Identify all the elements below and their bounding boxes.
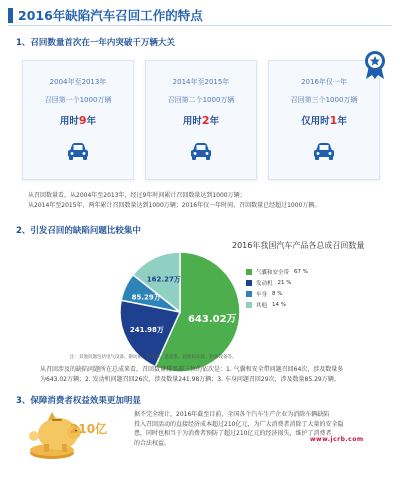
- pie-slice-label-0: 643.02万: [187, 313, 237, 325]
- amount-label: 210亿: [70, 422, 108, 436]
- section3-para-line: 的合法权益。: [134, 439, 171, 447]
- legend-swatch: [246, 302, 252, 308]
- chart-legend: [246, 266, 308, 310]
- chart-note: 注：其他问题包括电气设备、制动系、传动系、悬架系、轮胎和车轮、附加设备等。: [70, 355, 237, 360]
- medal-badge-icon: [363, 50, 387, 80]
- legend-percent: 14 %: [272, 301, 286, 308]
- title-marker: [8, 8, 13, 23]
- section2-para-line: 为643.02万辆；2. 发动机问题召回26次，涉及数量241.98万辆；3. 车身问题召回29次，涉及数量85.29万辆。: [40, 375, 340, 383]
- recall-card-2: [145, 60, 257, 180]
- legend-swatch: [246, 269, 252, 275]
- card-time: 用时2年: [182, 114, 220, 127]
- chart-title: 2016年我国汽车产品各总成召回数量: [232, 241, 365, 250]
- section1-paragraph: [28, 191, 388, 210]
- legend-label: 发动机: [256, 280, 273, 287]
- pie-slice-label-2: 85.29万: [131, 293, 161, 302]
- car-icon: [190, 141, 212, 161]
- legend-label: 其他: [256, 302, 268, 309]
- card-period: 2016年仅一年: [301, 78, 347, 86]
- legend-percent: 67 %: [294, 268, 308, 275]
- legend-percent: 21 %: [277, 279, 292, 286]
- section1-heading: 1、召回数量首次在一年内突破千万辆大关: [16, 38, 175, 48]
- page-title: 2016年缺陷汽车召回工作的特点: [18, 8, 203, 23]
- card-time: 用时9年: [59, 114, 97, 127]
- section3-para-line: 投入召回活动的直接经济成本超过210亿元，为广大消费者消除了大量的安全隐: [134, 420, 344, 428]
- legend-item: [246, 299, 308, 310]
- section2-paragraph: [40, 365, 392, 384]
- legend-item: [246, 277, 308, 288]
- card-desc: 召回第一个1000万辆: [44, 96, 112, 104]
- recall-card-1: [22, 60, 134, 180]
- legend-label: 车身: [256, 291, 268, 298]
- section3-para-line: 患，同时也相当于为消费者预防了超过210亿元的经济损失，维护了消费者: [134, 430, 332, 437]
- legend-swatch: [246, 291, 252, 297]
- page-title-bar: [8, 6, 392, 24]
- section2-heading: 2、引发召回的缺陷问题比较集中: [16, 226, 141, 236]
- title-divider: [8, 25, 392, 26]
- legend-percent: 8 %: [272, 290, 283, 297]
- card-period: 2014年至2015年: [172, 78, 230, 86]
- card-period: 2004年至2013年: [49, 78, 107, 86]
- section3-heading: 3、保障消费者权益效果更加明显: [16, 396, 141, 406]
- legend-label: 气囊和安全带: [256, 269, 290, 276]
- car-icon: [313, 141, 335, 161]
- pie-slice-label-1: 241.98万: [129, 325, 164, 334]
- section1-para-line1: 从召回数量看，从2004年至2013年，经过9年时间累计召回数量达到1000万辆；: [28, 192, 246, 199]
- car-icon: [67, 141, 89, 161]
- card-time: 仅用时1年: [301, 114, 347, 127]
- card-desc: 召回第二个1000万辆: [167, 96, 235, 104]
- pie-slice-label-3: 162.27万: [146, 275, 181, 284]
- legend-item: [246, 288, 308, 299]
- legend-swatch: [246, 280, 252, 286]
- section1-para-line2: 从2014年至2015年，两年累计召回数量达到1000万辆；2016年仅一年时间，召回数量已经超过1000万辆。: [28, 201, 321, 209]
- site-watermark: www.jcrb.com: [310, 436, 364, 443]
- card-desc: 召回第三个1000万辆: [290, 96, 358, 104]
- legend-item: [246, 266, 308, 277]
- section3-para-line: 据不完全统计，2016年截至目前，全国各个汽车生产企业为消除车辆缺陷: [134, 411, 330, 418]
- section2-para-line: 从召回涉及的缺陷问题所在总成来看，召回数量排名前三位的依次是：1. 气囊和安全带问题召回64次，涉及数量多: [40, 366, 344, 373]
